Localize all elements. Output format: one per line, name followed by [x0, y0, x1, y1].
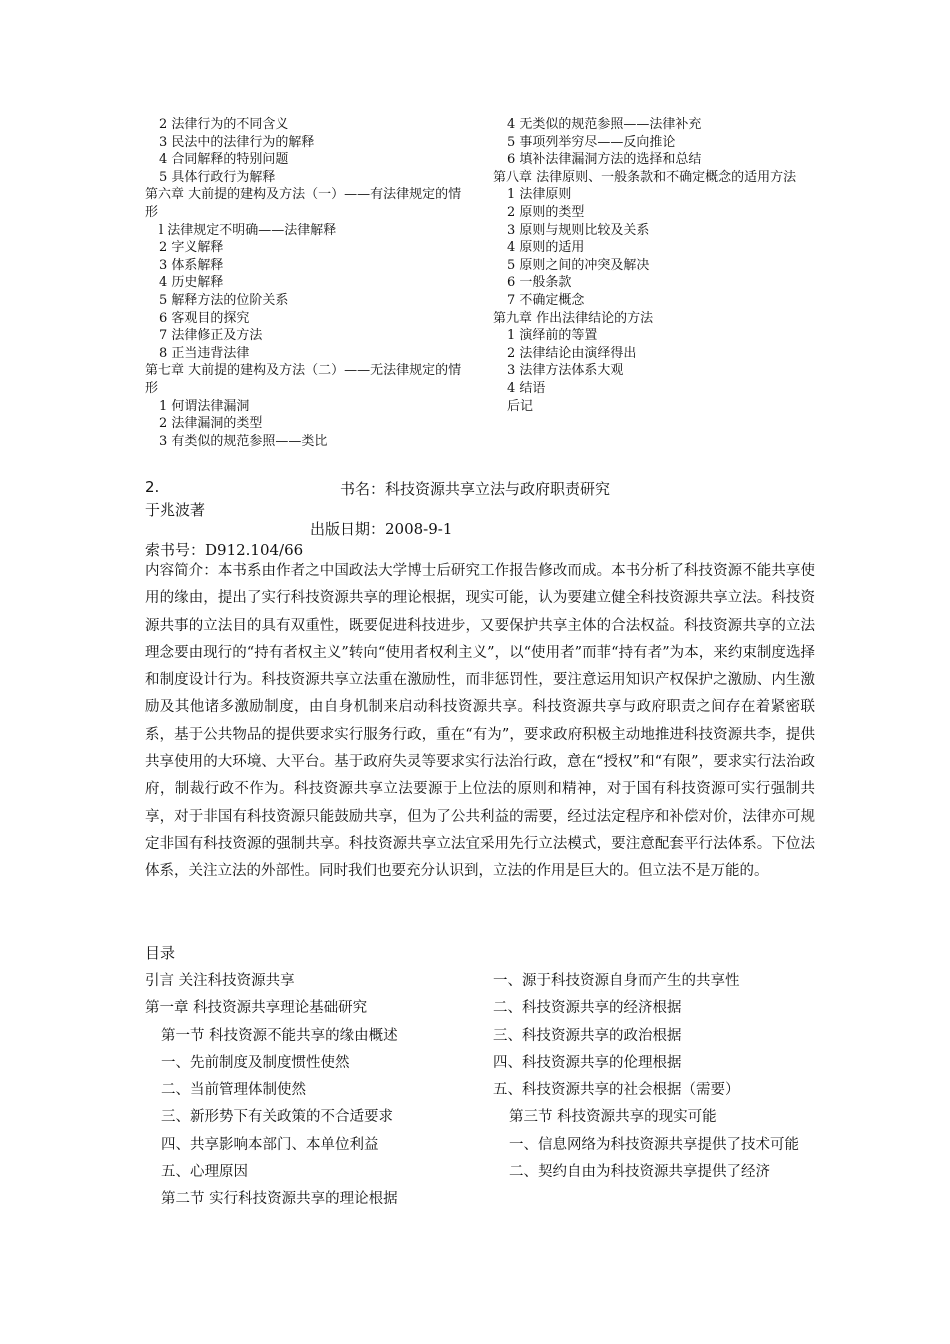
toc-line: 第八章 法律原则、一般条款和不确定概念的适用方法: [493, 169, 797, 185]
toc-line: 1 演绎前的等置: [507, 328, 598, 344]
toc-line: 一、先前制度及制度惯性使然: [161, 1054, 350, 1071]
toc-line: 7 法律修正及方法: [159, 328, 263, 344]
publish-date: 出版日期：2008-9-1: [310, 520, 453, 538]
toc-line: 7 不确定概念: [507, 292, 585, 308]
toc-line: 第三节 科技资源共享的现实可能: [509, 1109, 717, 1126]
toc-line: 第一节 科技资源不能共享的缘由概述: [161, 1027, 398, 1044]
toc-line: 第六章 大前提的建构及方法（一）——有法律规定的情形: [145, 187, 462, 220]
toc-line: 4 无类似的规范参照——法律补充: [507, 117, 702, 132]
toc-line: 6 客观目的探究: [159, 310, 250, 326]
toc-line: 4 历史解释: [159, 275, 224, 291]
toc-line: l 法律规定不明确——法律解释: [159, 222, 337, 238]
toc-line: 第二节 实行科技资源共享的理论根据: [161, 1191, 398, 1208]
toc-left-column: [145, 116, 467, 450]
book-title: 书名：科技资源共享立法与政府职责研究: [340, 480, 611, 498]
toc-line: 5 解释方法的位阶关系: [159, 292, 289, 308]
toc-line: 3 体系解释: [159, 257, 224, 273]
toc-line: 4 原则的适用: [507, 240, 585, 256]
toc-line: 引言 关注科技资源共享: [145, 973, 295, 989]
contents-heading: 目录: [145, 944, 176, 962]
toc-line: 8 正当违背法律: [159, 345, 250, 361]
toc-line: 2 字义解释: [159, 240, 224, 256]
toc-line: 6 一般条款: [507, 275, 572, 291]
toc-line: 四、科技资源共享的伦理根据: [493, 1054, 682, 1071]
toc-line: 五、科技资源共享的社会根据（需要）: [493, 1082, 740, 1099]
toc-line: 3 有类似的规范参照——类比: [159, 433, 328, 449]
book-summary: 内容简介：本书系由作者之中国政法大学博士后研究工作报告修改而成。本书分析了科技资源不能共享使用的缘由，提出了实行科技资源共享的理论根据，现实可能，认为要建立健全科技资源共享立法。科技资源共事的立法目的具有双重性，既要促进科技进步，又要保护共享主体的合法权益。科技资源共享的立法理念要由现行的“持有者权主义”转向“使用者权利主义”，以“使用者”而菲“持有者”为本，来约束制度选择和制度设计行为。科技资源共享立法重在激励性，而非惩罚性，要注意运用知识产权保护之激励、内生激励及其他诸多激励制度，由自身机制来启动科技资源共享。科技资源共享与政府职责之间存在着紧密联系，基于公共物品的提供要求实行服务行政，重在“有为”，要求政府积极主动地推进科技资源共李，提供共享使用的大环境、大平台。基于政府失灵等要求实行法治行政，意在“授权”和“有限”，要求实行法治政府，制裁行政不作为。科技资源共享立法要源于上位法的原则和精神，对于国有科技资源可实行强制共享，对于非国有科技资源只能鼓励共享，但为了公共利益的需要，经过法定程序和补偿对价，法律亦可规定非国有科技资源的强制共享。科技资源共享立法宜采用先行立法模式，要注意配套平行法体系。下位法体系，关注立法的外部性。同时我们也要充分认识到，立法的作用是巨大的。但立法不是万能的。: [145, 563, 815, 880]
toc-line: 第一章 科技资源共享理论基础研究: [145, 1000, 368, 1017]
toc-line: 二、当前管理体制使然: [161, 1082, 306, 1099]
contents-right-column: [493, 968, 815, 1186]
call-number: 索书号：D912.104/66: [145, 541, 304, 559]
toc-line: 第九章 作出法律结论的方法: [493, 310, 654, 326]
toc-line: 3 民法中的法律行为的解释: [159, 134, 315, 150]
toc-right-column: [493, 116, 813, 415]
toc-line: 4 合同解释的特别问题: [159, 152, 289, 168]
toc-line: 1 何谓法律漏洞: [159, 398, 250, 414]
toc-line: 后记: [507, 398, 534, 414]
toc-line: 五、心理原因: [161, 1164, 248, 1181]
toc-line: 三、新形势下有关政策的不合适要求: [161, 1109, 393, 1126]
toc-line: 4 结语: [507, 380, 546, 396]
toc-line: 一、信息网络为科技资源共享提供了技术可能: [509, 1136, 799, 1153]
toc-line: 一、源于科技资源自身而产生的共享性: [493, 973, 740, 989]
toc-line: 二、科技资源共享的经济根据: [493, 1000, 682, 1017]
book-author: 于兆波著: [145, 501, 206, 519]
toc-line: 5 事项列举穷尽——反向推论: [507, 134, 676, 150]
toc-line: 3 法律方法体系大观: [507, 363, 624, 379]
toc-line: 二、契约自由为科技资源共享提供了经济: [509, 1164, 770, 1181]
toc-line: 2 原则的类型: [507, 204, 585, 220]
toc-line: 6 填补法律漏洞方法的选择和总结: [507, 152, 702, 168]
toc-line: 第七章 大前提的建构及方法（二）——无法律规定的情形: [145, 363, 462, 396]
toc-line: 四、共享影响本部门、本单位利益: [161, 1136, 379, 1153]
contents-left-column: [145, 968, 465, 1214]
toc-line: 1 法律原则: [507, 187, 572, 203]
entry-number: 2.: [145, 478, 160, 496]
toc-line: 三、科技资源共享的政治根据: [493, 1027, 682, 1044]
toc-line: 5 具体行政行为解释: [159, 169, 276, 185]
toc-line: 2 法律结论由演绎得出: [507, 345, 637, 361]
toc-line: 2 法律漏洞的类型: [159, 416, 263, 432]
toc-line: 3 原则与规则比较及关系: [507, 222, 650, 238]
toc-line: 5 原则之间的冲突及解决: [507, 257, 650, 273]
toc-line: 2 法律行为的不同含义: [159, 117, 289, 132]
